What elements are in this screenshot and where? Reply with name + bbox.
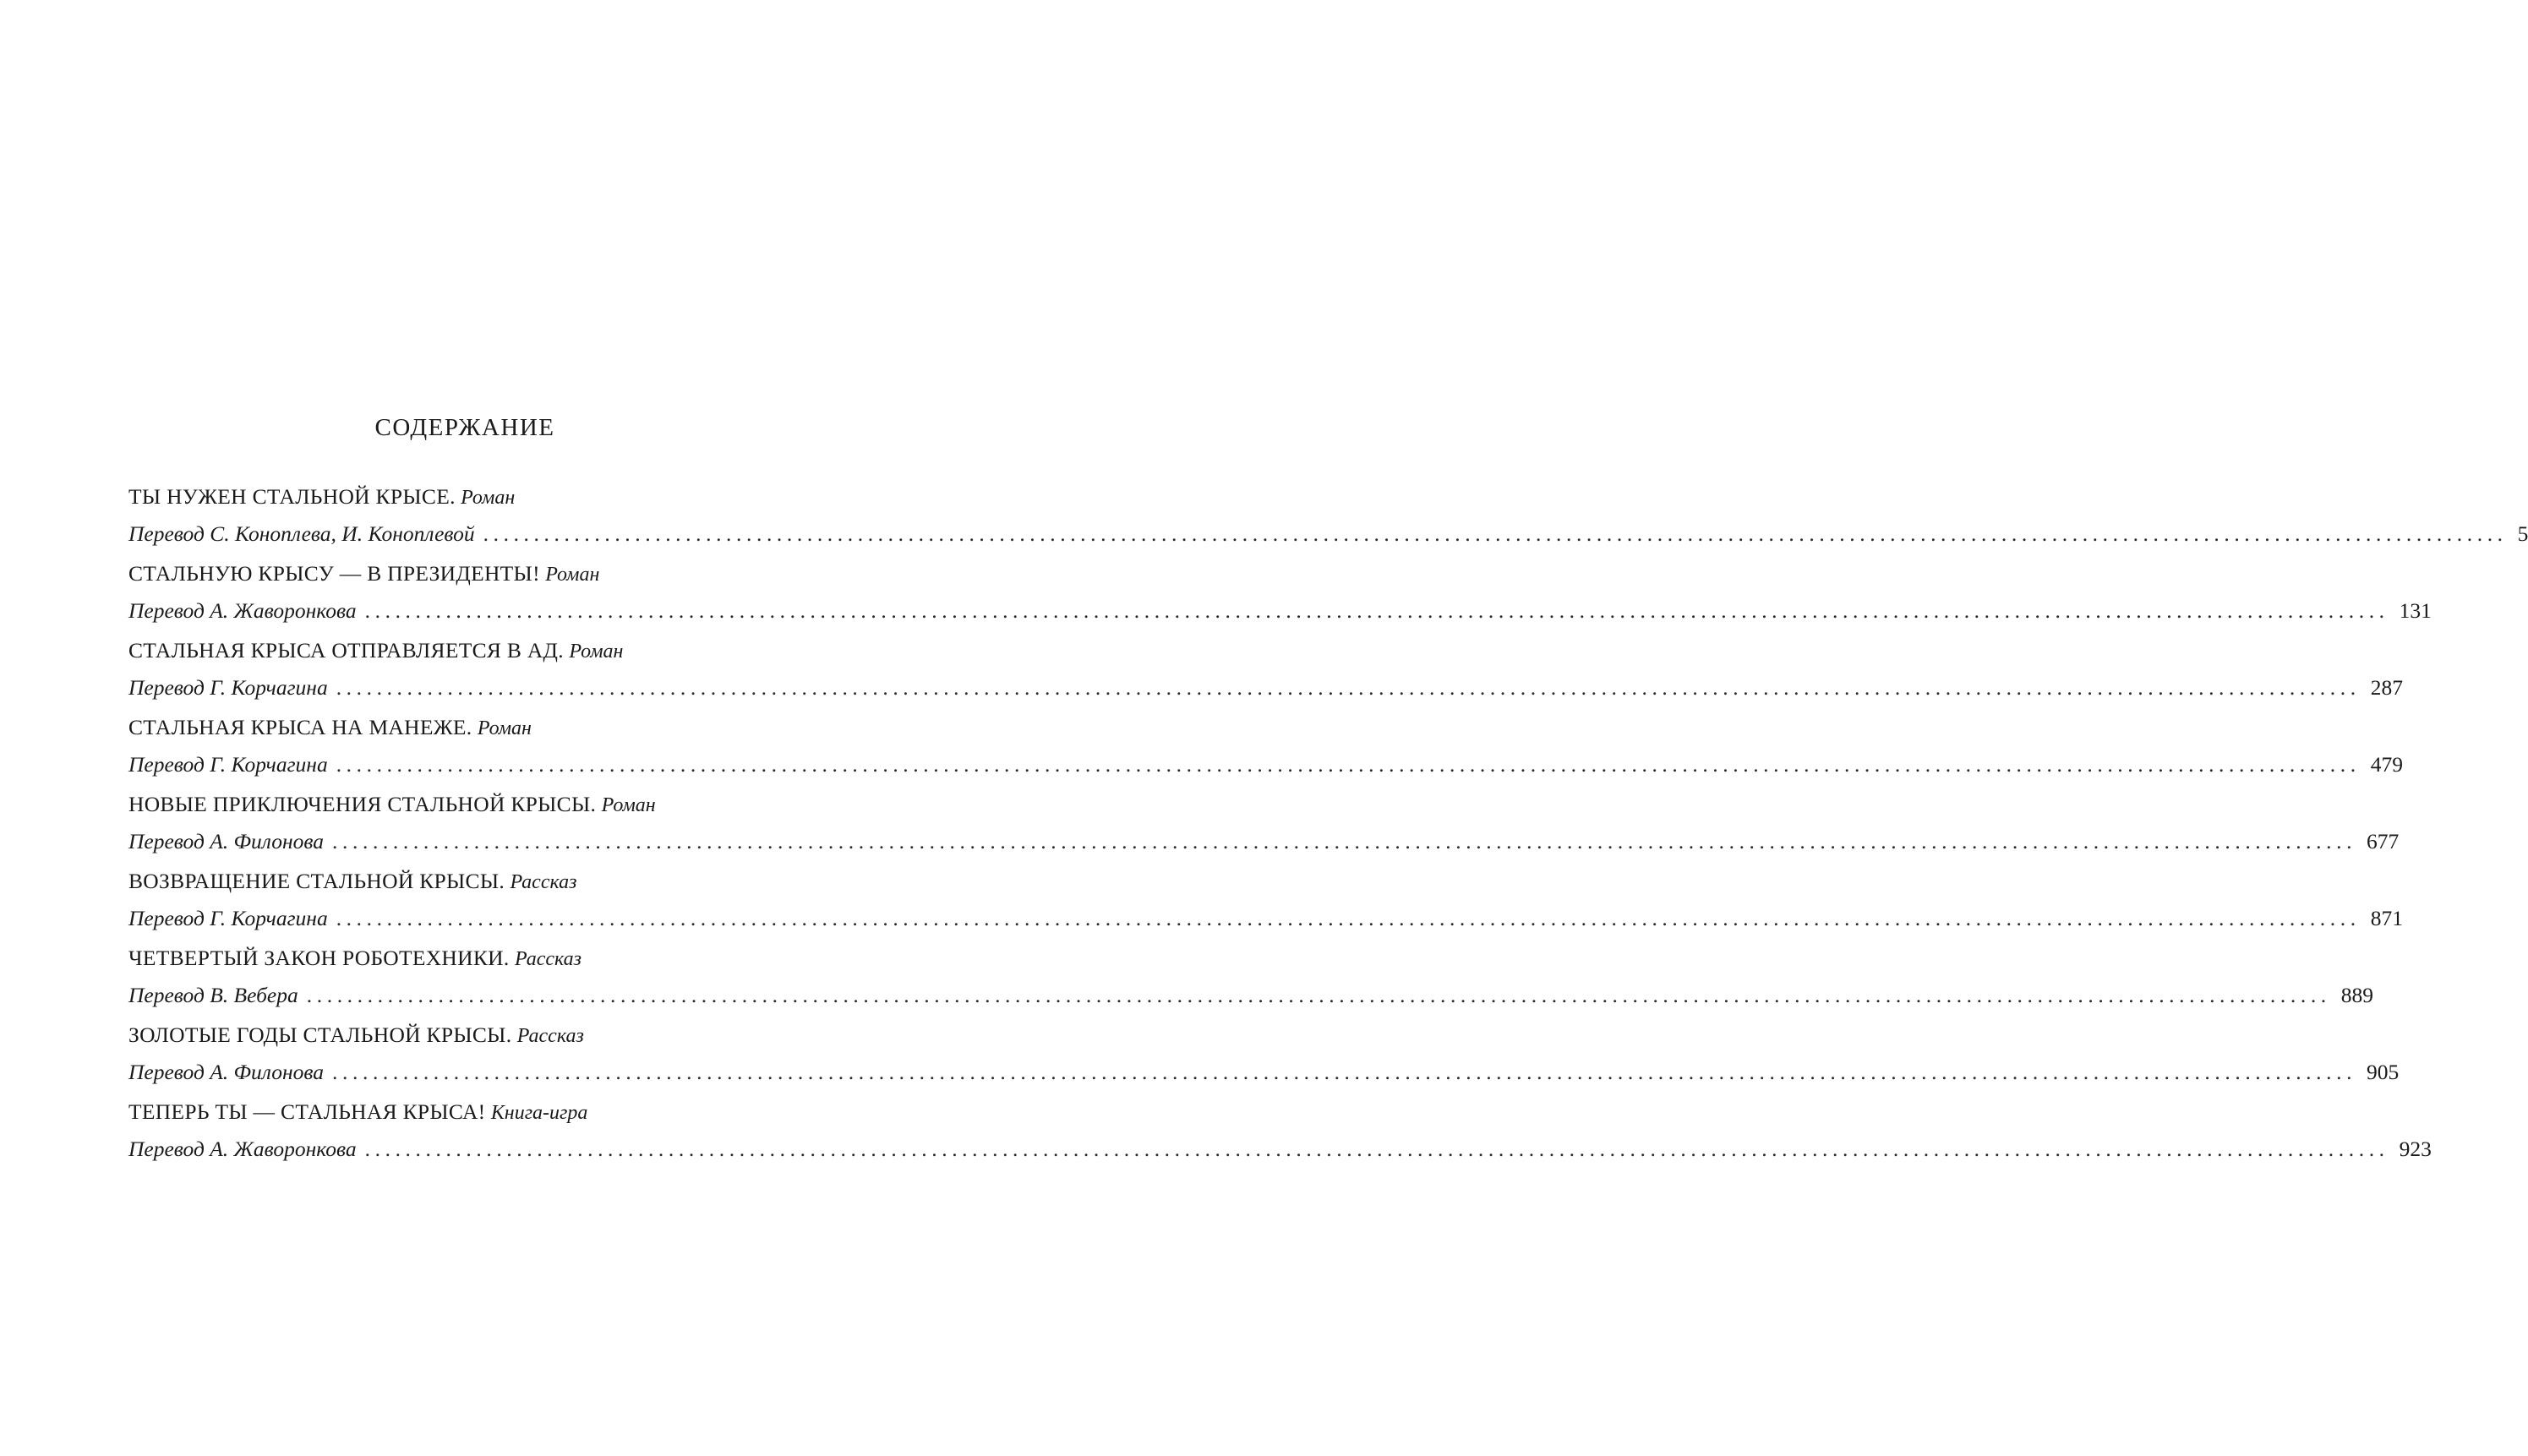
entry-translator-line: [128, 905, 2403, 932]
entry-translator-line: [128, 674, 2403, 701]
entry-translator-line: [128, 597, 2432, 624]
toc-entry: [128, 1095, 2432, 1172]
work-name: НОВЫЕ ПРИКЛЮЧЕНИЯ СТАЛЬНОЙ КРЫСЫ.: [128, 792, 597, 816]
dot-leader: ........................................................................................................................................................................................................: [364, 1137, 2389, 1161]
dot-leader: ........................................................................................................................................................................................................: [336, 906, 2361, 930]
page-number: 905: [2367, 1060, 2400, 1084]
entry-translator-line: [128, 1059, 2400, 1086]
work-name: ЗОЛОТЫЕ ГОДЫ СТАЛЬНОЙ КРЫСЫ.: [128, 1022, 512, 1047]
work-type: Рассказ: [516, 1025, 584, 1047]
dot-leader: ........................................................................................................................................................................................................: [336, 752, 2361, 777]
page-number: 5: [2517, 521, 2528, 546]
entry-title: [128, 868, 576, 896]
entry-translator-line: [128, 1136, 2432, 1163]
work-name: ВОЗВРАЩЕНИЕ СТАЛЬНОЙ КРЫСЫ.: [128, 869, 505, 893]
work-name: СТАЛЬНАЯ КРЫСА ОТПРАВЛЯЕТСЯ В АД.: [128, 638, 564, 663]
toc-entry: [128, 711, 2403, 788]
toc-entry: [128, 941, 2374, 1018]
work-name: ТЫ НУЖЕН СТАЛЬНОЙ КРЫСЕ.: [128, 484, 456, 509]
toc-entry: [128, 557, 2432, 634]
translator-credit: Перевод Г. Корчагина: [128, 752, 328, 777]
toc-entry: [128, 480, 2528, 557]
entry-title: [128, 560, 599, 588]
work-type: Рассказ: [510, 871, 577, 893]
translator-credit: Перевод В. Вебера: [128, 983, 298, 1007]
translator-credit: Перевод А. Филонова: [128, 829, 325, 853]
toc-entry: [128, 864, 2403, 941]
translator-credit: Перевод С. Коноплева, И. Коноплевой: [128, 521, 475, 546]
entry-title: [128, 1099, 587, 1126]
page-number: 923: [2399, 1137, 2432, 1161]
entry-title: [128, 1022, 584, 1050]
page-number: 479: [2370, 752, 2403, 777]
page-number: 677: [2367, 829, 2400, 853]
entry-translator-line: [128, 751, 2403, 778]
entry-translator-line: [128, 982, 2374, 1009]
work-type: Роман: [601, 794, 656, 816]
work-name: СТАЛЬНУЮ КРЫСУ — В ПРЕЗИДЕНТЫ!: [128, 561, 540, 586]
toc-entry: [128, 788, 2400, 864]
work-name: ЧЕТВЕРТЫЙ ЗАКОН РОБОТЕХНИКИ.: [128, 946, 510, 970]
work-name: СТАЛЬНАЯ КРЫСА НА МАНЕЖЕ.: [128, 715, 472, 739]
page-number: 287: [2370, 675, 2403, 700]
translator-credit: Перевод А. Жаворонкова: [128, 598, 357, 623]
toc-entry: [128, 1018, 2400, 1095]
entry-title: [128, 714, 532, 742]
dot-leader: ........................................................................................................................................................................................................: [306, 983, 2331, 1007]
page-number: 871: [2370, 906, 2403, 930]
entry-title: [128, 637, 623, 665]
toc-list: [128, 480, 2528, 1172]
translator-credit: Перевод А. Жаворонкова: [128, 1137, 357, 1161]
work-type: Книга-игра: [490, 1102, 588, 1124]
dot-leader: ........................................................................................................................................................................................................: [336, 675, 2361, 700]
dot-leader: ........................................................................................................................................................................................................: [483, 521, 2508, 546]
toc-entry: [128, 634, 2403, 711]
work-type: Рассказ: [514, 948, 581, 970]
entry-title: [128, 483, 515, 511]
work-type: Роман: [477, 717, 532, 739]
page-number: 131: [2399, 598, 2432, 623]
work-type: Роман: [569, 641, 624, 663]
dot-leader: ........................................................................................................................................................................................................: [332, 829, 2357, 853]
work-type: Роман: [461, 487, 516, 509]
translator-credit: Перевод Г. Корчагина: [128, 675, 328, 700]
page-number: 889: [2340, 983, 2374, 1007]
entry-title: [128, 945, 581, 973]
dot-leader: ........................................................................................................................................................................................................: [364, 598, 2389, 623]
work-type: Роман: [545, 564, 600, 586]
toc-heading: СОДЕРЖАНИЕ: [374, 414, 555, 441]
work-name: ТЕПЕРЬ ТЫ — СТАЛЬНАЯ КРЫСА!: [128, 1099, 486, 1124]
entry-title: [128, 791, 656, 819]
entry-translator-line: [128, 828, 2400, 855]
dot-leader: ........................................................................................................................................................................................................: [332, 1060, 2357, 1084]
entry-translator-line: [128, 521, 2528, 548]
translator-credit: Перевод А. Филонова: [128, 1060, 325, 1084]
translator-credit: Перевод Г. Корчагина: [128, 906, 328, 930]
